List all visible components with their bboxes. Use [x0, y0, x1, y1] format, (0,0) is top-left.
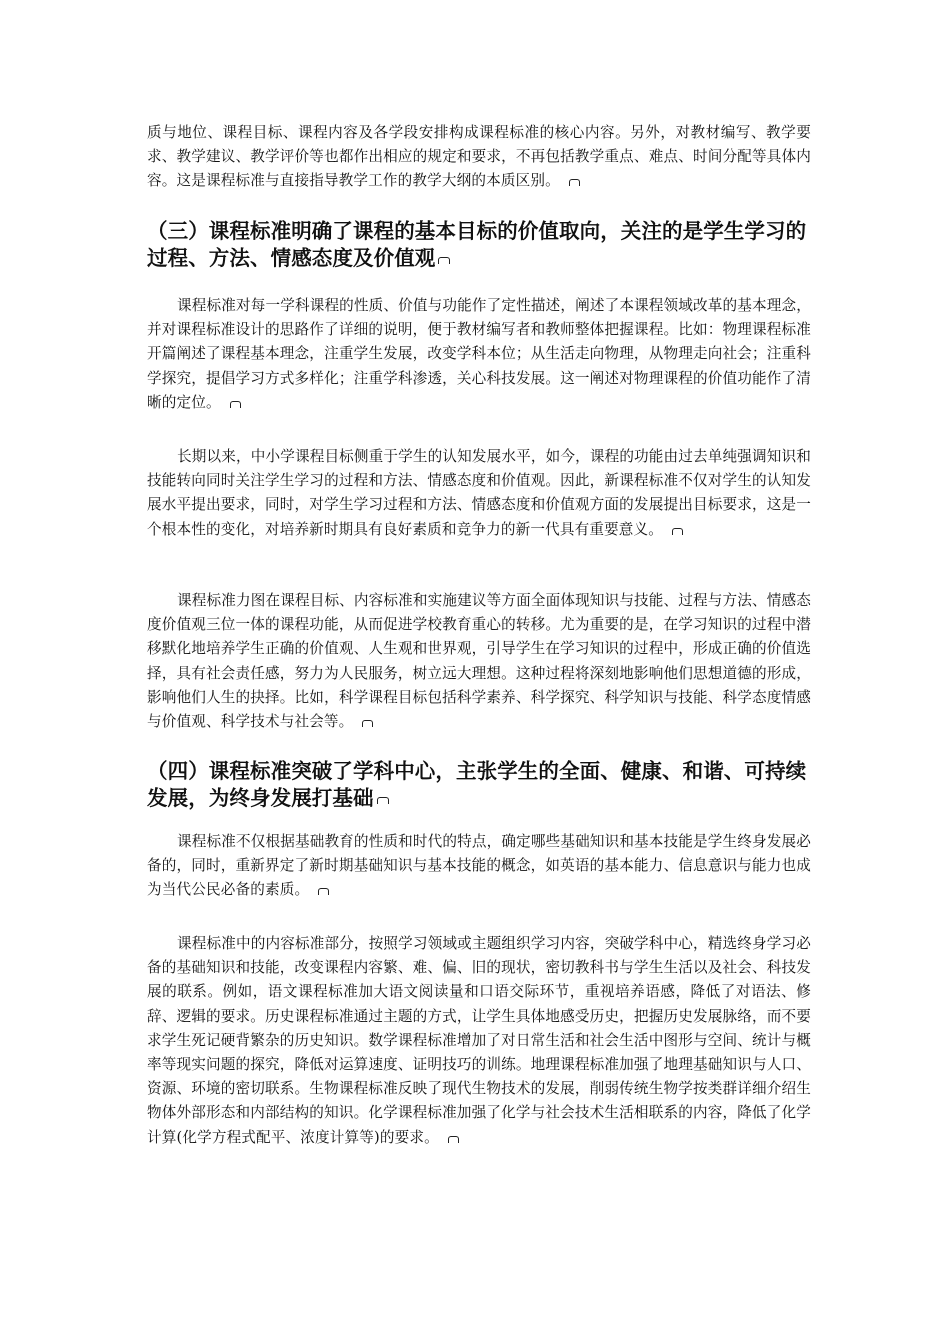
heading-text: （四）课程标准突破了学科中心，主张学生的全面、健康、和谐、可持续发展，为终身发展打基础 — [147, 759, 807, 810]
paragraph-mark-icon — [376, 794, 390, 806]
paragraph-mark-icon — [317, 885, 330, 895]
paragraph-text: 课程标准力图在课程目标、内容标准和实施建议等方面全面体现知识与技能、过程与方法、情感态度价值观三位一体的课程功能，从而促进学校教育重心的转移。尤为重要的是，在学习知识的过程中潜移默化地培养学生正确的价值观、人生观和世界观，引导学生在学习知识的过程中，形成正确的价值选择，具有社会责任感，努力为人民服务，树立远大理想。这种过程将深刻地影响他们思想道德的形成，影响他们人生的抉择。比如，科学课程目标包括科学素养、科学探究、科学知识与技能、科学态度情感与价值观、科学技术与社会等。 — [147, 592, 811, 731]
paragraph-mark-icon — [361, 717, 374, 727]
paragraph-text: 课程标准不仅根据基础教育的性质和时代的特点，确定哪些基础知识和基本技能是学生终身发展必备的，同时，重新界定了新时期基础知识与基本技能的概念，如英语的基本能力、信息意识与能力也成为当代公民必备的素质。 — [147, 833, 811, 899]
paragraph-mark-icon — [568, 176, 581, 186]
paragraph-intro — [147, 121, 811, 194]
section-heading-4 — [147, 758, 811, 812]
paragraph-4 — [147, 830, 811, 903]
paragraph-mark-icon — [671, 525, 684, 535]
paragraph-3 — [147, 589, 811, 734]
paragraph-mark-icon — [447, 1133, 460, 1143]
paragraph-text: 课程标准中的内容标准部分，按照学习领域或主题组织学习内容，突破学科中心，精选终身学习必备的基础知识和技能，改变课程内容繁、难、偏、旧的现状，密切教科书与学生生活以及社会、科技发展的联系。例如，语文课程标准加大语文阅读量和口语交际环节，重视培养语感，降低了对语法、修辞、逻辑的要求。历史课程标准通过主题的方式，让学生具体地感受历史，把握历史发展脉络，而不要求学生死记硬背繁杂的历史知识。数学课程标准增加了对日常生活和社会生活中图形与空间、统计与概率等现实问题的探究，降低对运算速度、证明技巧的训练。地理课程标准加强了地理基础知识与人口、资源、环境的密切联系。生物课程标准反映了现代生物技术的发展，削弱传统生物学按类群详细介绍生物体外部形态和内部结构的知识。化学课程标准加强了化学与社会技术生活相联系的内容，降低了化学计算(化学方程式配平、浓度计算等)的要求。 — [147, 935, 811, 1146]
paragraph-5 — [147, 932, 811, 1150]
paragraph-text: 质与地位、课程目标、课程内容及各学段安排构成课程标准的核心内容。另外，对教材编写、教学要求、教学建议、教学评价等也都作出相应的规定和要求，不再包括教学重点、难点、时间分配等具体内容。这是课程标准与直接指导教学工作的教学大纲的本质区别。 — [147, 124, 811, 190]
heading-text: （三）课程标准明确了课程的基本目标的价值取向，关注的是学生学习的过程、方法、情感态度及价值观 — [147, 219, 807, 270]
paragraph-1 — [147, 294, 811, 415]
section-heading-3 — [147, 218, 811, 272]
paragraph-text: 课程标准对每一学科课程的性质、价值与功能作了定性描述，阐述了本课程领域改革的基本理念，并对课程标准设计的思路作了详细的说明，便于教材编写者和教师整体把握课程。比如：物理课程标准开篇阐述了课程基本理念，注重学生发展，改变学科本位；从生活走向物理，从物理走向社会；注重科学探究，提倡学习方式多样化；注重学科渗透，关心科技发展。这一阐述对物理课程的价值功能作了清晰的定位。 — [147, 297, 811, 411]
paragraph-text: 长期以来，中小学课程目标侧重于学生的认知发展水平，如今，课程的功能由过去单纯强调知识和技能转向同时关注学生学习的过程和方法、情感态度和价值观。因此，新课程标准不仅对学生的认知发展水平提出要求，同时，对学生学习过程和方法、情感态度和价值观方面的发展提出目标要求，这是一个根本性的变化，对培养新时期具有良好素质和竞争力的新一代具有重要意义。 — [147, 448, 811, 538]
paragraph-2 — [147, 445, 811, 542]
paragraph-mark-icon — [229, 398, 242, 408]
paragraph-mark-icon — [437, 254, 451, 266]
